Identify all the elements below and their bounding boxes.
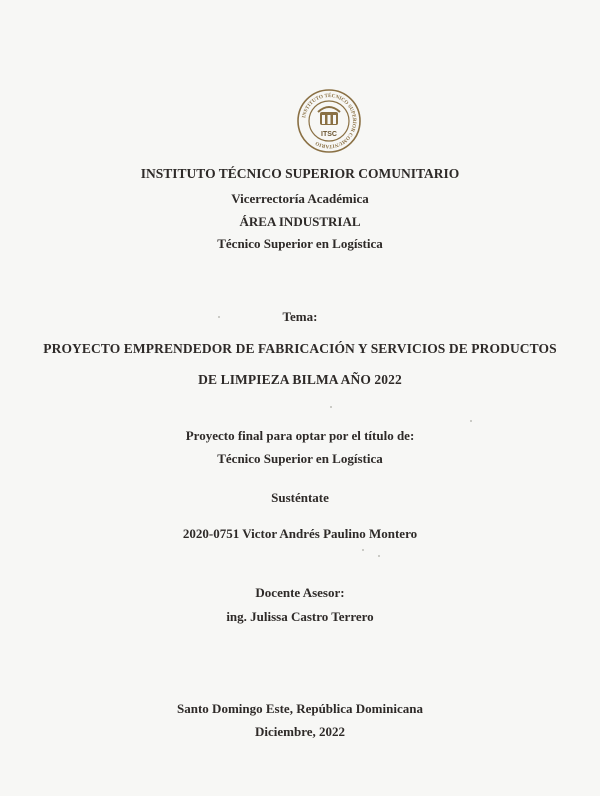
presenter-label: Susténtate (271, 490, 329, 505)
student-id-name: 2020-0751 Victor Andrés Paulino Montero (182, 526, 418, 541)
seal-ring-text: INSTITUTO TÉCNICO SUPERIOR COMUNITARIO (301, 92, 358, 150)
itsc-seal-logo (296, 88, 362, 154)
date: Diciembre, 2022 (254, 724, 346, 739)
degree-statement: Proyecto final para optar por el título de: (185, 428, 415, 443)
scan-speck (330, 406, 332, 408)
project-title-line-2: DE LIMPIEZA BILMA AÑO 2022 (198, 372, 402, 387)
vice-rectorate: Vicerrectoría Académica (231, 191, 369, 206)
institution-name: INSTITUTO TÉCNICO SUPERIOR COMUNITARIO (140, 166, 460, 181)
degree-title: Técnico Superior en Logística (217, 451, 383, 466)
scan-speck (470, 420, 472, 422)
academic-area: ÁREA INDUSTRIAL (239, 214, 361, 229)
advisor-label: Docente Asesor: (255, 585, 345, 600)
scan-speck (362, 549, 364, 551)
seal-abbreviation: ITSC (321, 131, 337, 138)
scan-speck (218, 316, 220, 318)
advisor-name: ing. Julissa Castro Terrero (226, 609, 374, 624)
topic-label: Tema: (282, 309, 318, 324)
scan-speck (378, 555, 380, 557)
program-name: Técnico Superior en Logística (217, 236, 383, 251)
location: Santo Domingo Este, República Dominicana (177, 701, 423, 716)
project-title-line-1: PROYECTO EMPRENDEDOR DE FABRICACIÓN Y SERVICIOS DE PRODUCTOS (43, 341, 557, 356)
